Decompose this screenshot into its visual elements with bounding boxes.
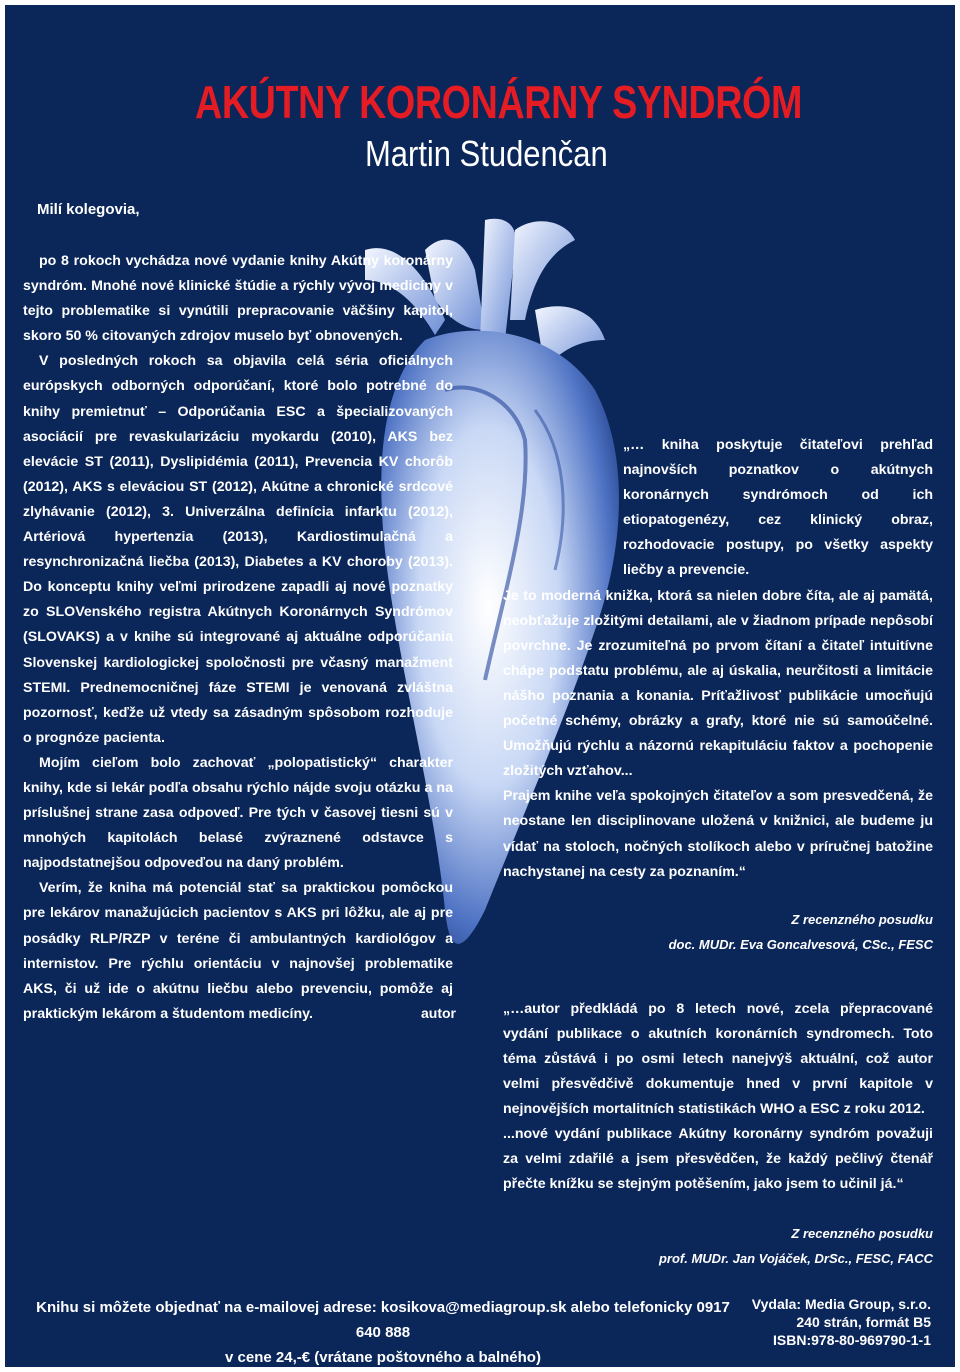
review1-reviewer: doc. MUDr. Eva Goncalvesová, CSc., FESC (668, 936, 933, 952)
order-info (23, 1295, 743, 1367)
author-name: Martin Studenčan (365, 133, 608, 174)
review1-closing: Prajem knihe veľa spokojných čitateľov a som presvedčená, že neostane len disciplinovane uložená v knižnici, ale budeme ju vídať na stoloch, nočných stolíkoch alebo v príručnej batožine nachystanej na cesty za poznaním.“ (503, 788, 933, 880)
review1-lead: „… kniha poskytuje čitateľovi prehľad najnovších poznatkov o akútnych koronárnych syndrómoch od ich etiopatogenézy, cez klinický obraz, rozhodovacie postupy, po všetky aspekty liečby a prevencie. (623, 437, 933, 579)
reviews-column (503, 433, 933, 1271)
review2-reviewer: prof. MUDr. Jan Vojáček, DrSc., FESC, FACC (658, 1251, 933, 1267)
greeting: Milí kolegovia, (37, 201, 140, 218)
letter-paragraph: po 8 rokoch vychádza nové vydanie knihy Akútny koronárny syndróm. Mnohé nové klinické štúdie a rýchly vývoj medicíny v tejto problematike si vynútili prepracovanie väčšiny kapitol, skoro 50 % citovaných zdrojov muselo byť obnovených. (23, 253, 453, 345)
review2-source: Z recenzného posudku (791, 1226, 933, 1242)
review1-body: Je to moderná knižka, ktorá sa nielen dobre číta, ale aj pamätá, neobťažuje zložitými detailami, ale v žiadnom prípade nepôsobí povrchne. Je zrozumiteľná po prvom čítaní a čitateľ intuitívne chápe podstatu problému, ale aj úskalia, neurčitosti a limitácie nášho poznania a konania. Príťažlivosť publikácie umocňujú početné schémy, obrázky a grafy, ktoré nie sú samoúčelné. Umožňujú rýchlu a názornú rekapituláciu faktov a pochopenie zložitých vzťahov... (503, 587, 933, 780)
isbn: ISBN:978-80-969790-1-1 (773, 1332, 931, 1348)
book-format: 240 strán, formát B5 (796, 1314, 931, 1330)
letter-paragraph: V posledných rokoch sa objavila celá séria oficiálnych európskych odborných odporúčaní, ktoré bolo potrebné do knihy premietnuť – Odporúčania ESC a špecializovaných asociácií pre revaskularizáciu myokardu (2010), AKS bez elevácie ST (2011), Dyslipidémia (2011), Prevencia KV chorôb (2012), AKS s eleváciou ST (2012), Akútne a chronické srdcové zlyhávanie (2012), 3. Univerzálna definícia infarktu (2012), Artériová hypertenzia (2013), Kardiostimulačná a resynchronizačná liečba (2013), Diabetes a KV choroby (2013). Do konceptu knihy veľmi prirodzene zapadli aj nové poznatky zo SLOVenského registra Akútnych Koronárnych Syndrómov (SLOVAKS) a v knihe sú integrované aj aktuálne odporúčania Slovenskej kardiologickej spoločnosti pre včasný manažment STEMI. Prednemocničnej fáze STEMI je venovaná zvláštna pozornosť, keďže už vtedy sa zásadným spôsobom rozhoduje o prognóze pacienta. (23, 353, 453, 746)
letter-paragraph: Mojím cieľom bolo zachovať „polopatistický“ charakter knihy, kde si lekár podľa obsahu rýchlo nájde svoju otázku a na príslušnej strane zasa odpoveď. Pre tých v časovej tiesni sú v mnohých kapitolách belasé zvýraznené odstavce s najpodstatnejšou odpoveďou na daný problém. (23, 754, 453, 872)
review2-paragraph: ...nové vydání publikace Akútny koronárny syndróm považuji za velmi zdařilé a jsem přesvědčen, že každý pečlivý čtenář přečte knížku se stejným potěšením, jako jsem to učinil já.“ (503, 1126, 933, 1193)
order-line: Knihu si môžete objednať na e-mailovej adrese: kosikova@mediagroup.sk alebo telefonicky 0917 640 888 (36, 1299, 730, 1341)
review1-source: Z recenzného posudku (791, 911, 933, 927)
review2-paragraph: „…autor předkládá po 8 letech nové, zcela přepracované vydání publikace o akutních koronárních syndromech. Toto téma zůstává i po osmi letech nanejvýš aktuální, což autor velmi přesvědčivě dokumentuje hned v první kapitole v nejnovějších mortalitních statistikách WHO a ESC z roku 2012. (503, 1000, 933, 1118)
price-line: v cene 24,-€ (vrátane poštovného a balného) (225, 1349, 541, 1366)
author-letter (23, 249, 453, 1027)
flyer-page (5, 5, 955, 1367)
publisher: Vydala: Media Group, s.r.o. (751, 1296, 931, 1312)
page-title: AKÚTNY KORONÁRNY SYNDRÓM (195, 76, 803, 128)
publisher-info (725, 1295, 931, 1349)
author-signature: autor (421, 1005, 456, 1021)
letter-paragraph: Verím, že kniha má potenciál stať sa praktickou pomôckou pre lekárov manažujúcich pacientov s AKS pri lôžku, ale aj pre posádky RLP/RZP v teréne či ambulantných kardiológov a internistov. Pre rýchlu orientáciu v najnovšej problematike AKS, či už ide o akútnu liečbu alebo prevenciu, pomôže aj praktickým lekárom a študentom medicíny. (23, 880, 453, 1022)
